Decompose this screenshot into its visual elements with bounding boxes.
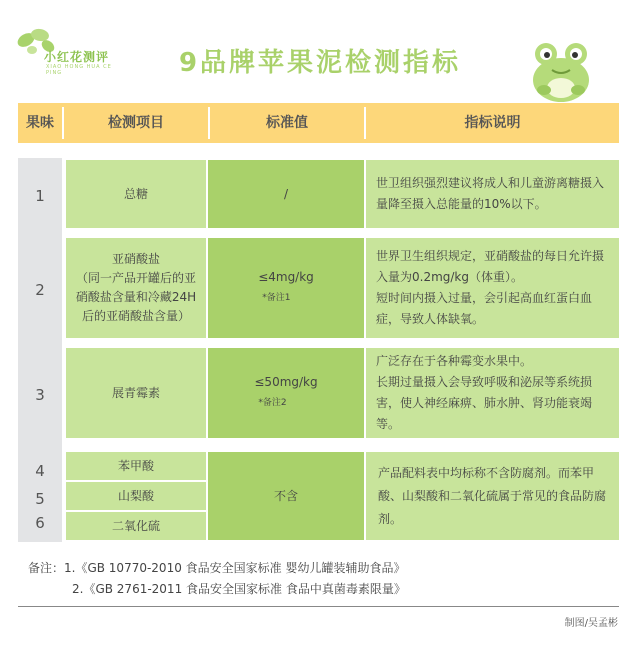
test-item-cell	[66, 160, 206, 228]
description-text: 广泛存在于各种霉变水果中。	[376, 354, 533, 368]
row-number: 6	[35, 514, 45, 532]
standard-value: ≤4mg/kg	[258, 270, 314, 284]
test-item: 展青霉素	[111, 385, 160, 400]
footnote-tag: *备注1	[262, 293, 291, 303]
row-number: 2	[35, 281, 45, 299]
test-item-cell	[66, 482, 206, 510]
row-number: 5	[35, 490, 45, 508]
divider	[18, 606, 619, 607]
logo-subtext: XIAO HONG HUA CE PING	[46, 64, 112, 76]
test-item-cell	[66, 452, 206, 480]
description-text: 长期过量摄入会导致呼吸和泌尿等系统损害，使人神经麻痹、肺水肿、肾功能衰竭等。	[376, 375, 593, 431]
standard-cell	[208, 452, 364, 540]
footnote-2: 2.《GB 2761-2011 食品安全国家标准 食品中真菌毒素限量》	[72, 582, 406, 596]
description-cell	[366, 452, 619, 540]
description-text: 世卫组织强烈建议将成人和儿童游离糖摄入量降至摄入总能量的10%以下。	[376, 176, 605, 211]
test-item: 总糖	[123, 186, 148, 201]
header-fruit: 果味	[26, 115, 54, 131]
credit: 制图/吴孟彬	[564, 618, 618, 629]
standard-value: ≤50mg/kg	[254, 375, 318, 389]
table-header	[18, 103, 619, 143]
standard-cell	[208, 238, 364, 338]
footnote-1: 备注：1.《GB 10770-2010 食品安全国家标准 婴幼儿罐装辅助食品》	[28, 561, 406, 575]
test-item-cell	[66, 348, 206, 438]
test-item-subtext: （同一产品开罐后的亚硝酸盐含量和冷藏24H后的亚硝酸盐含量）	[75, 271, 197, 323]
footnotes	[28, 558, 406, 600]
test-item-cell	[66, 512, 206, 540]
standard-cell	[208, 160, 364, 228]
description-text: 世界卫生组织规定，亚硝酸盐的每日允许摄入量为0.2mg/kg（体重）。	[376, 249, 605, 284]
row-number: 4	[35, 462, 45, 480]
frog-mascot-icon	[528, 40, 594, 104]
header-standard: 标准值	[266, 115, 308, 131]
test-item: 山梨酸	[117, 488, 154, 503]
standard-value: /	[283, 186, 289, 201]
description-cell	[366, 238, 619, 338]
description-cell	[366, 348, 619, 438]
test-item: 苯甲酸	[117, 458, 154, 473]
test-item-cell	[66, 238, 206, 338]
test-item: 二氧化硫	[111, 518, 160, 533]
row-number: 3	[35, 386, 45, 404]
standard-value: 不含	[273, 488, 298, 503]
description-text: 产品配料表中均标称不含防腐剂。而苯甲酸、山梨酸和二氧化硫属于常见的食品防腐剂。	[378, 465, 607, 526]
row-number-column	[18, 158, 62, 542]
header-description: 指标说明	[464, 115, 521, 131]
standard-cell	[208, 348, 364, 438]
logo-text: 小红花测评	[44, 50, 110, 64]
test-item: 亚硝酸盐	[111, 252, 160, 266]
row-number: 1	[35, 187, 45, 205]
brand-logo	[14, 26, 124, 76]
page-title: 9品牌苹果泥检测指标	[178, 48, 462, 78]
footnote-tag: *备注2	[258, 398, 287, 408]
description-cell	[366, 160, 619, 228]
description-text: 短时间内摄入过量，会引起高血红蛋白血症，导致人体缺氧。	[376, 291, 593, 326]
header-test-item: 检测项目	[108, 115, 164, 131]
